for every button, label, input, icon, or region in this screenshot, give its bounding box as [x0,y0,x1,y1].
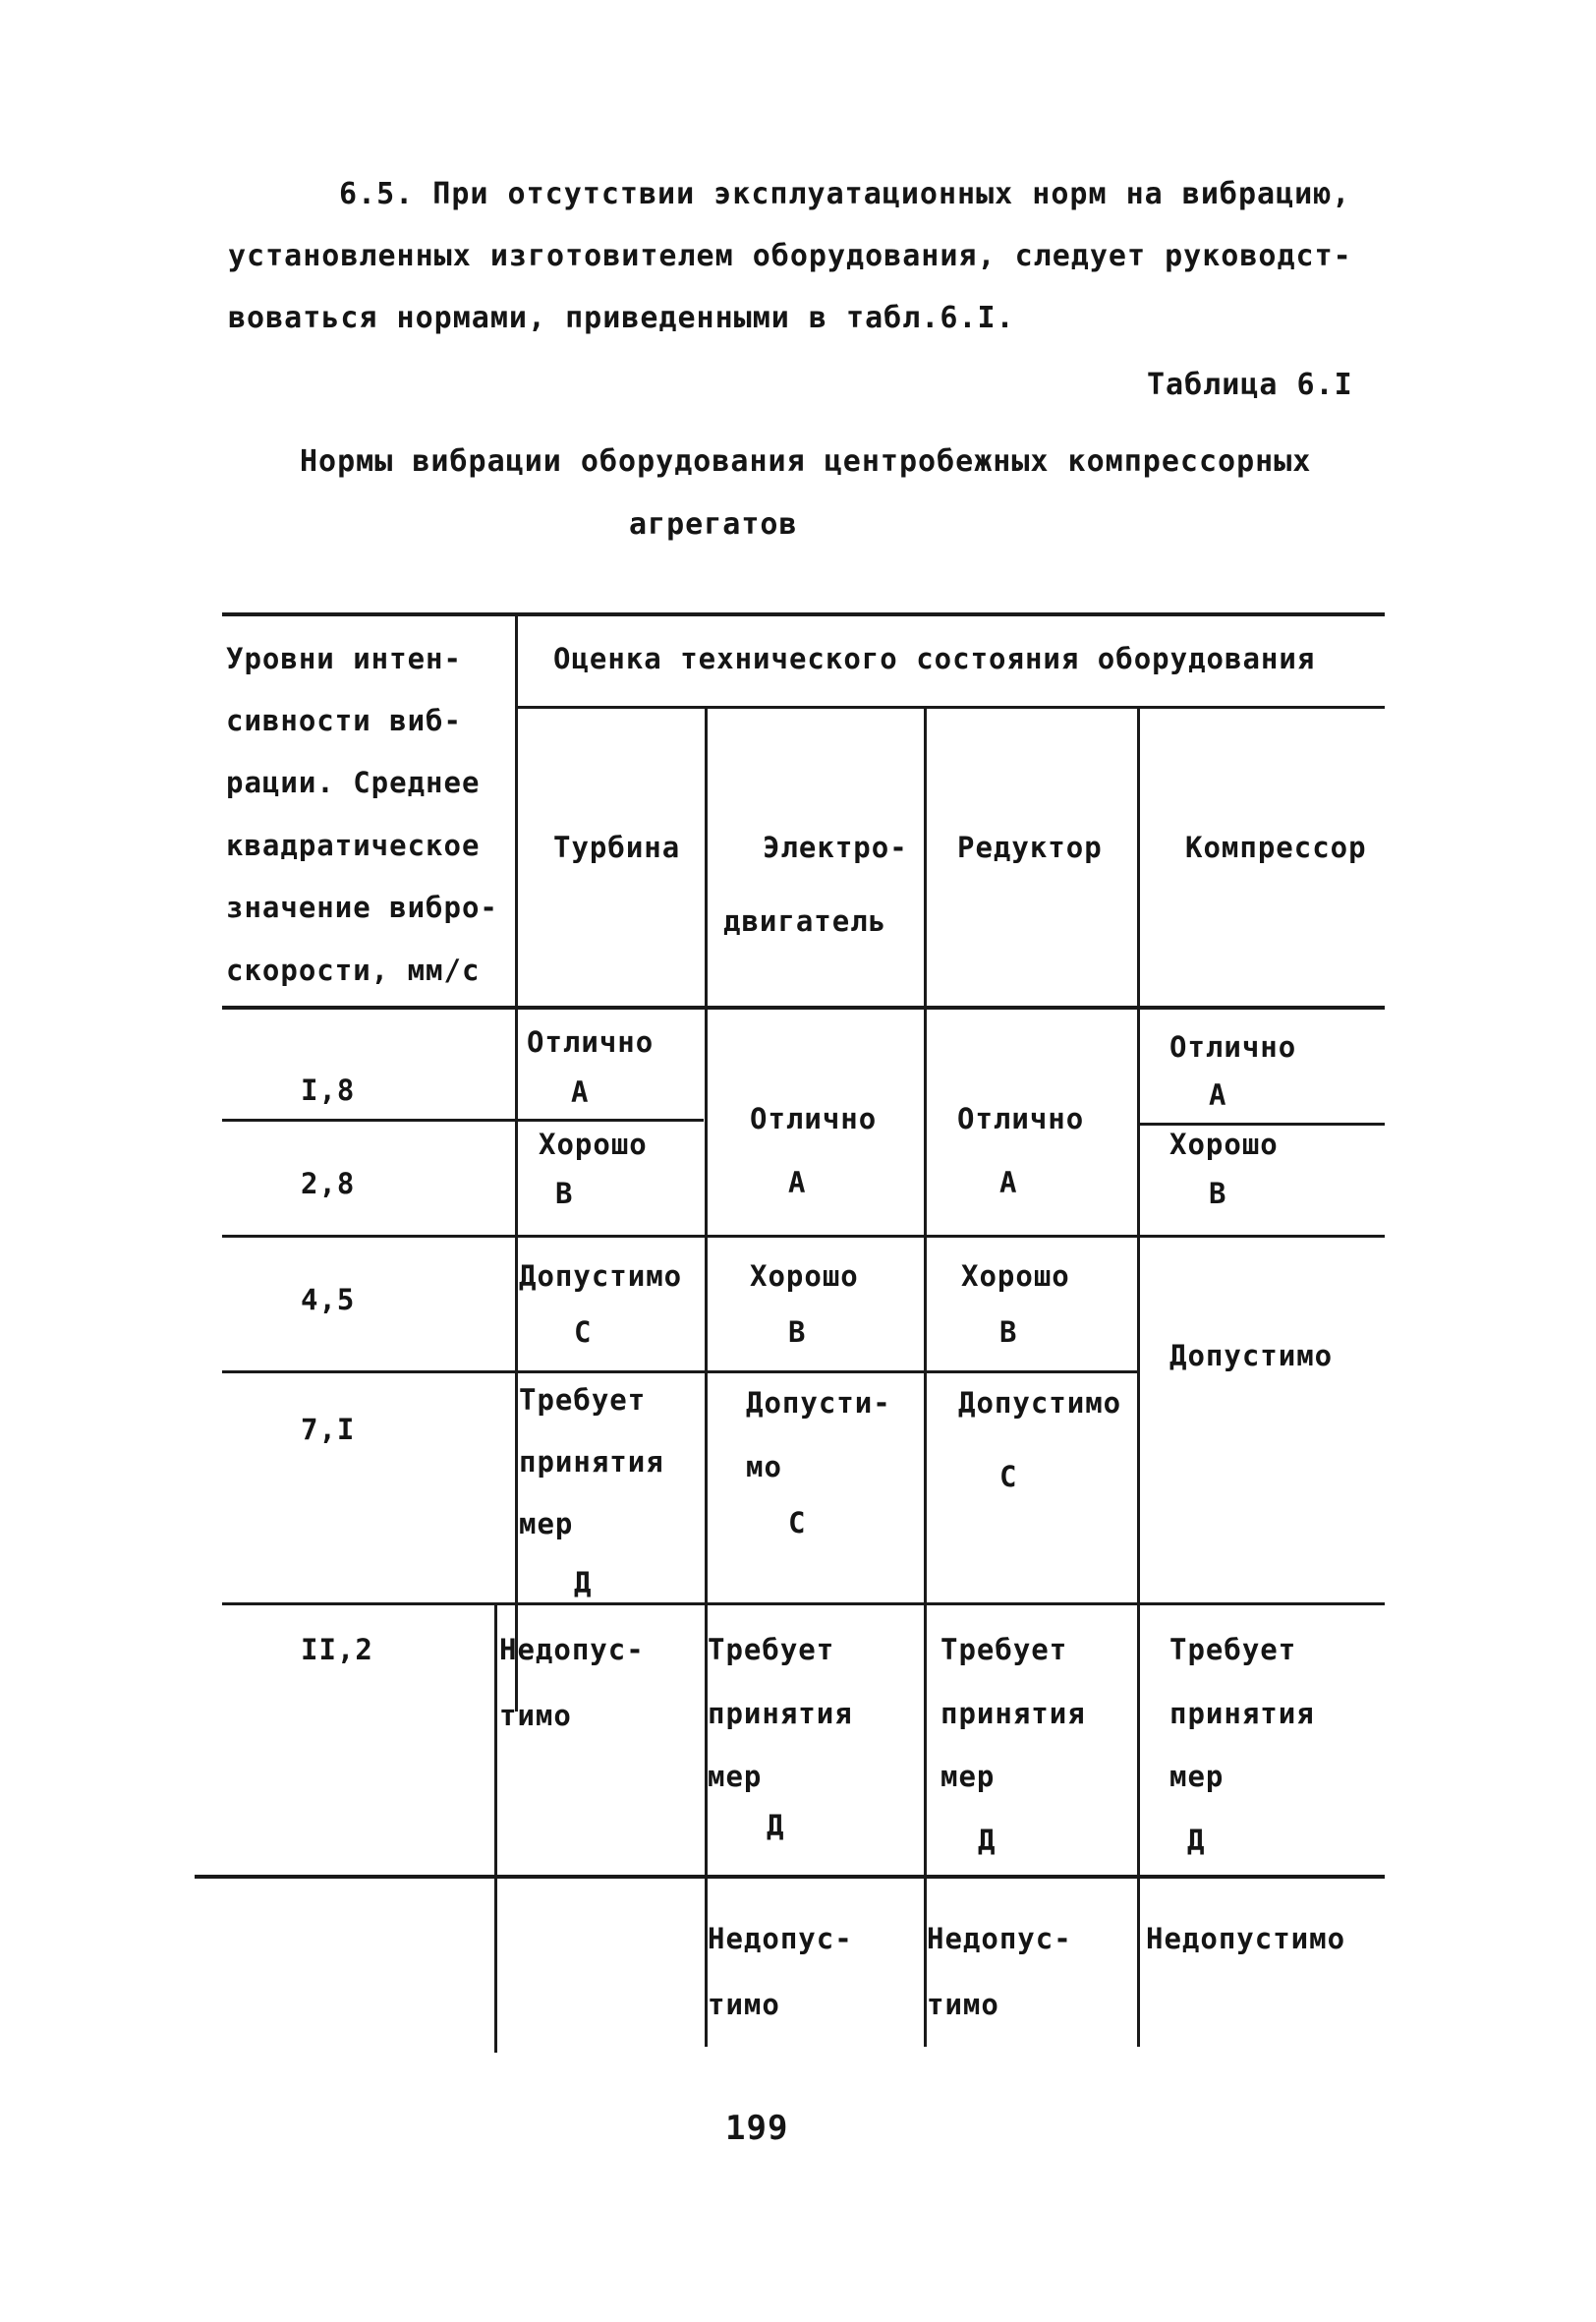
reducer-r3-grade: В [999,1315,1018,1349]
level-header-line-5: значение вибро- [226,891,498,924]
reducer-r5-line-3: мер [940,1760,996,1793]
compressor-r1-grade: А [1209,1078,1227,1112]
level-header-line-4: квадратическое [226,829,481,862]
motor-r4-line-2: мо [746,1450,782,1483]
reducer-r1-text: Отлично [957,1102,1085,1135]
level-header-line-3: рации. Среднее [226,766,481,799]
compressor-r2-grade: В [1209,1177,1227,1210]
col-rule-1-lower [494,1602,497,2053]
row-rule-4 [222,1602,1385,1605]
table-title-line-2: агрегатов [629,507,798,542]
turbine-r4-grade: Д [574,1566,593,1599]
level-header-line-6: скорости, мм/с [226,954,481,987]
col-rule-2 [705,706,708,2047]
motor-r6-line-1: Недопус- [708,1922,853,1955]
table-title-line-1: Нормы вибрации оборудования центробежных компрессорных [300,444,1312,479]
compressor-r1-text: Отлично [1169,1030,1297,1064]
column-header-reducer: Редуктор [957,831,1103,864]
level-value-5: II,2 [301,1633,373,1666]
table-top-rule [222,612,1385,616]
level-header-line-2: сивности виб- [226,704,462,737]
level-value-1: I,8 [301,1074,356,1107]
turbine-r4-line-3: мер [519,1507,574,1540]
level-header-line-1: Уровни интен- [226,642,462,675]
turbine-r5-line-2: тимо [499,1699,572,1732]
motor-r6-line-2: тимо [708,1988,780,2021]
col-rule-4 [1137,706,1140,2047]
compressor-r6-text: Недопустимо [1146,1922,1346,1955]
motor-r1-grade: А [788,1166,807,1199]
table-label: Таблица 6.I [1147,368,1353,402]
paragraph-line-2: установленных изготовителем оборудования, следует руководст- [228,239,1352,273]
level-value-2: 2,8 [301,1167,356,1200]
reducer-r6-line-1: Недопус- [927,1922,1072,1955]
column-header-turbine: Турбина [553,831,681,864]
motor-r5-grade: Д [767,1809,785,1842]
level-value-3: 4,5 [301,1283,356,1316]
compressor-r5-line-1: Требует [1169,1633,1297,1666]
row-rule-3 [222,1370,1137,1373]
compressor-r5-line-3: мер [1169,1760,1225,1793]
motor-r5-line-2: принятия [708,1697,853,1730]
row-rule-5 [195,1875,1385,1879]
reducer-r4-text: Допустимо [958,1386,1122,1420]
turbine-r1-text: Отлично [527,1025,655,1059]
turbine-r2-text: Хорошо [539,1128,648,1161]
paragraph-line-1: 6.5. При отсутствии эксплуатационных норм на вибрацию, [339,177,1351,211]
turbine-r4-line-2: принятия [519,1445,664,1479]
row-rule-1-turbine [222,1119,704,1122]
reducer-r5-line-2: принятия [940,1697,1086,1730]
col-rule-1 [515,612,518,1712]
motor-r3-grade: В [788,1315,807,1349]
motor-r3-text: Хорошо [750,1259,859,1293]
turbine-r4-line-1: Требует [519,1383,647,1417]
paragraph-line-3: воваться нормами, приведенными в табл.6.I. [228,301,1015,335]
column-header-motor-line-2: двигатель [723,904,887,938]
subheader-rule [517,706,1385,709]
compressor-r3-text: Допустимо [1169,1339,1334,1372]
motor-r4-grade: С [788,1506,807,1539]
reducer-r3-text: Хорошо [961,1259,1070,1293]
column-header-motor-line-1: Электро- [763,831,908,864]
page-number: 199 [725,2109,789,2148]
compressor-r5-grade: Д [1187,1824,1206,1857]
reducer-r4-grade: С [999,1460,1018,1493]
turbine-r3-grade: С [574,1315,593,1349]
motor-r4-line-1: Допусти- [746,1386,891,1420]
turbine-r5-line-1: Недопус- [499,1633,645,1666]
motor-r1-text: Отлично [750,1102,878,1135]
compressor-r2-text: Хорошо [1169,1128,1279,1161]
motor-r5-line-1: Требует [708,1633,835,1666]
motor-r5-line-3: мер [708,1760,763,1793]
level-value-4: 7,I [301,1413,356,1446]
reducer-r6-line-2: тимо [927,1988,999,2021]
header-bottom-rule [222,1006,1385,1010]
turbine-r3-text: Допустимо [519,1259,683,1293]
row-rule-2 [222,1235,1385,1238]
col-rule-3 [924,706,927,2047]
column-header-compressor: Компрессор [1185,831,1367,864]
turbine-r1-grade: А [571,1075,590,1109]
reducer-r5-line-1: Требует [940,1633,1068,1666]
row-rule-1-compressor [1137,1123,1385,1126]
compressor-r5-line-2: принятия [1169,1697,1315,1730]
reducer-r5-grade: Д [978,1824,997,1857]
reducer-r1-grade: А [999,1166,1018,1199]
turbine-r2-grade: В [555,1177,574,1210]
group-header: Оценка технического состояния оборудования [553,642,1316,675]
